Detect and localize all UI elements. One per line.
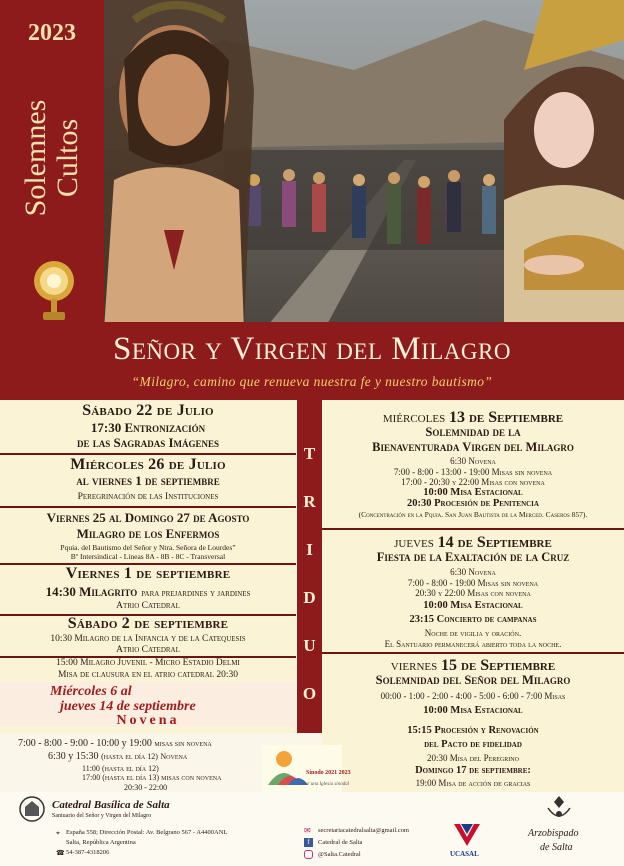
triduo-letter: I [306,540,313,559]
archbishop-coat-icon [542,794,576,824]
event-line: 17:30 Entronización [90,420,206,435]
event-line: Milagro de los Enfermos [76,526,220,541]
event-line: Atrio Catedral [116,645,180,655]
footer-phone: 54-387-4318206 [66,849,110,856]
year: 2023 [28,20,76,46]
title-band [0,322,624,400]
day14-line: 10:00 Misa Estacional [423,600,523,611]
day14-weekday: jueves [394,535,434,551]
day15-title: Solemnidad del Señor del Milagro [375,673,571,687]
day15-line: 10:00 Misa Estacional [423,705,523,716]
phone-icon: ☎ [56,849,65,857]
event-line: al viernes 1 de septiembre [76,473,220,488]
procession-photo [104,0,624,330]
event-date: Miércoles 26 de Julio [70,456,226,473]
event-line: Pquia. del Bautismo del Señor y Ntra. Señora de Lourdes” [60,543,236,552]
novena-times: 6:30 y 15:30 [48,751,99,762]
sinodo-tagline: Por una Iglesia sinodal [302,782,350,787]
event-line: Peregrinación de las Instituciones [77,492,219,502]
event-date: Viernes 1 de septiembre [65,565,231,582]
triduo-letter: O [302,684,317,703]
location-icon: ⌖ [56,829,60,837]
day13-line: 20:30 Procesión de Penitencia [407,498,539,509]
day13-title: Solemnidad de la [425,425,521,439]
novena-times: 7:00 - 8:00 - 9:00 - 10:00 y 19:00 [18,738,152,749]
novena-times-note: (hasta el día 12) [101,764,159,773]
cathedral-icon [18,796,46,822]
event-line-note: para prejardines y jardines [141,589,251,599]
monstrance-icon [30,255,78,325]
divider [0,506,296,508]
triduo-letter: R [303,492,316,511]
day14-line: Noche de vigilia y oración. [424,628,522,638]
novena-times-note: (hasta el día 13) [102,773,160,782]
triduo-letter: T [303,444,316,463]
day14-date: 14 de Septiembre [437,534,552,551]
footer-instagram[interactable]: @Salta.Catedral [318,851,361,858]
day14-line: 7:00 - 8:00 - 19:00 Misas sin novena [407,578,539,588]
day14-line: 23:15 Concierto de campanas [409,614,537,625]
novena-date: jueves 14 de septiembre [60,699,196,714]
day13-title: Bienaventurada Virgen del Milagro [372,440,574,454]
triduo-bar [297,400,322,733]
day14-line: 6:30 Novena [450,567,496,577]
divider [322,528,624,530]
day13-line: 6:30 Novena [450,456,496,466]
cathedral-subtitle: Santuario del Señor y Virgen del Milagro [52,813,152,819]
day14-line: El Santuario permanecerá abierto toda la noche. [384,639,562,649]
day15-line: Domingo 17 de septiembre: [415,765,531,776]
day13-line: (Concentración en la Pquia. San Juan Bautista de la Merced. Caseros 857). [358,510,588,519]
footer-address: Salta, República Argentina [66,839,136,846]
footer-address: España 558; Dirección Postal: Av. Belgrano 567 - A4400ANL [66,829,228,836]
vertical-title-line: Cultos [51,118,84,198]
day13-line: 7:00 - 8:00 - 13:00 - 19:00 Misas sin novena [393,467,553,477]
divider [0,453,296,455]
vertical-title-line: Solemnes [19,99,52,217]
novena-times-row [82,773,221,782]
day13-date: 13 de Septiembre [448,409,564,426]
novena-times-note: misas sin novena [154,739,212,748]
triduo-letter: D [303,588,316,607]
cathedral-name: Catedral Basílica de Salta [52,799,170,811]
side-red-bar [0,0,104,330]
event-line: 10:30 Milagro de la Infancia y de la Catequesis [50,634,246,644]
divider [322,652,624,654]
ucasal-label: UCASAL [450,850,479,858]
novena-times-tag: misas con novena [161,773,222,782]
triduo-letter: U [303,636,316,655]
ucasal-logo-icon [452,822,482,848]
event-date: Viernes 25 al Domingo 27 de Agosto [46,510,250,525]
novena-times: 11:00 [82,764,100,773]
novena-label: Novena [116,713,180,728]
event-date: Sábado 22 de Julio [82,402,214,419]
day15-line: 15:15 Procesión y Renovación [407,725,539,736]
facebook-icon[interactable]: f [304,838,313,847]
day15-line: 19:00 Misa de acción de gracias [415,778,531,788]
hero-banner [0,0,624,330]
day15-weekday: viernes [390,658,438,674]
instagram-icon[interactable] [304,850,313,859]
novena-times-row [48,751,187,762]
novena-times-row [18,738,212,749]
vertical-title [20,100,84,217]
event-line: 14:30 Milagrito [45,584,138,599]
email-icon: ✉ [304,826,311,835]
archbishop-label: de Salta [540,842,573,853]
day13-weekday: miércoles [382,410,446,426]
novena-times: 17:00 [82,773,101,782]
day15-line: 20:30 Misa del Peregrino [427,753,519,763]
event-line: de las Sagradas Imágenes [76,435,220,450]
novena-times-row [82,764,159,773]
footer-email[interactable]: secretariacatedralsalta@gmail.com [318,827,409,834]
event-line: Bº Intersindical - Lineas 8A - 8B - 8C - Transversal [70,552,226,561]
day15-date: 15 de Septiembre [441,657,556,674]
day13-line: 17:00 - 20:30 y 22:00 Misas con novena [401,477,545,487]
event-line: Misa de clausura en el atrio catedral 20:30 [57,670,239,680]
event-date: Sábado 2 de septiembre [67,615,229,632]
day14-line: 20:30 y 22:00 Misas con novena [415,588,531,598]
event-line: 15:00 Milagro Juvenil - Micro Estadio Delmi [56,658,240,668]
novena-times-tag: Novena [160,752,188,761]
subtitle-motto: “Milagro, camino que renueva nuestra fe y nuestro bautismo” [131,374,493,389]
novena-date: Miércoles 6 al [50,684,132,699]
event-line: Atrio Catedral [116,601,180,611]
day14-title: Fiesta de la Exaltación de la Cruz [376,550,570,564]
novena-times: 20:30 - 22:00 [124,783,168,792]
day15-line: del Pacto de fidelidad [424,739,522,750]
footer-facebook[interactable]: Catedral de Salta [318,839,363,846]
day13-line: 10:00 Misa Estacional [423,487,523,498]
footer [0,792,624,866]
novena-times-note: (hasta el día 12) [101,752,158,761]
archbishop-label: Arzobispado [528,828,579,839]
main-title: Señor y Virgen del Milagro [112,331,511,367]
day15-line: 00:00 - 1:00 - 2:00 - 4:00 - 5:00 - 6:00 - 7:00 Misas [380,691,566,701]
sinodo-label: Sínodo 2021 2023 [306,770,351,776]
event-line-row [0,583,296,601]
